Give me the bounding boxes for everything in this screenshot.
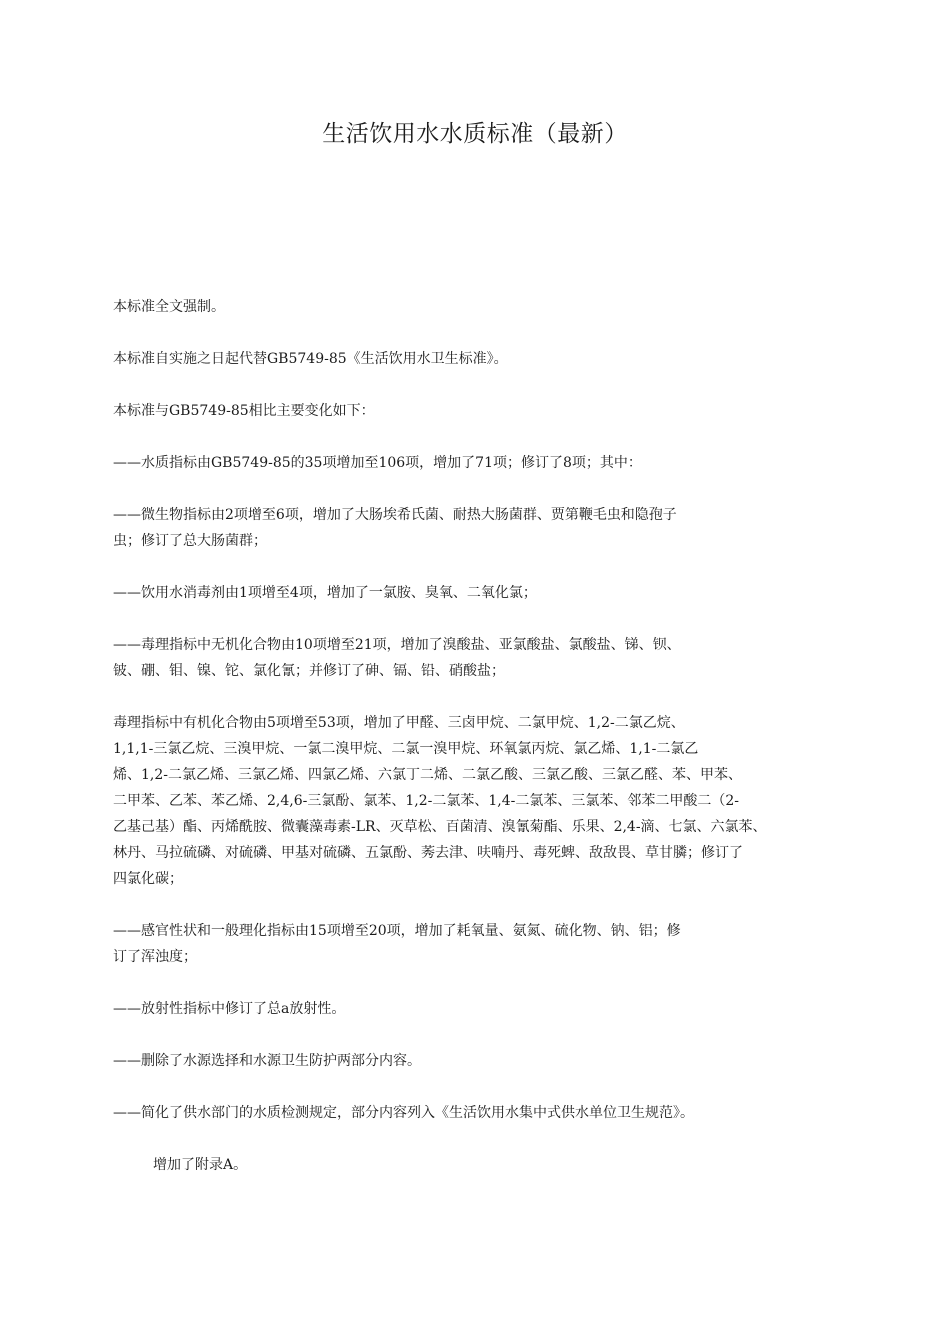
paragraph-line: ——微生物指标由2项增至6项，增加了大肠埃希氏菌、耐热大肠菌群、贾第鞭毛虫和隐孢子 bbox=[113, 507, 677, 523]
paragraph-line: 增加了附录A。 bbox=[153, 1157, 248, 1173]
paragraph-line: 二甲苯、乙苯、苯乙烯、2,4,6-三氯酚、氯苯、1,2-二氯苯、1,4-二氯苯、三氯苯、邻苯二甲酸二（2- bbox=[113, 793, 739, 809]
paragraph-line: ——饮用水消毒剂由1项增至4项，增加了一氯胺、臭氧、二氧化氯； bbox=[113, 585, 537, 601]
paragraph-line: 毒理指标中有机化合物由5项增至53项，增加了甲醛、三卤甲烷、二氯甲烷、1,2-二氯乙烷、 bbox=[113, 715, 685, 731]
paragraph-line: 1,1,1-三氯乙烷、三溴甲烷、一氯二溴甲烷、二氯一溴甲烷、环氧氯丙烷、氯乙烯、1,1-二氯乙 bbox=[113, 741, 699, 757]
paragraph-line: 本标准自实施之日起代替GB5749-85《生活饮用水卫生标准》。 bbox=[113, 351, 508, 367]
paragraph-12 bbox=[113, 1100, 853, 1126]
paragraph-9 bbox=[113, 918, 853, 970]
paragraph-line: ——删除了水源选择和水源卫生防护两部分内容。 bbox=[113, 1053, 421, 1069]
paragraph-4 bbox=[113, 450, 853, 476]
paragraph-7 bbox=[113, 632, 853, 684]
paragraph-line: 虫；修订了总大肠菌群； bbox=[113, 533, 267, 549]
paragraph-8 bbox=[113, 710, 853, 892]
paragraph-line: 本标准全文强制。 bbox=[113, 299, 225, 315]
paragraph-line: 四氯化碳； bbox=[113, 871, 183, 887]
paragraph-line: ——简化了供水部门的水质检测规定，部分内容列入《生活饮用水集中式供水单位卫生规范》。 bbox=[113, 1105, 694, 1121]
paragraph-line: 林丹、马拉硫磷、对硫磷、甲基对硫磷、五氯酚、莠去津、呋喃丹、毒死蜱、敌敌畏、草甘膦；修订了 bbox=[113, 845, 743, 861]
paragraph-line: 铍、硼、钼、镍、铊、氯化氰；并修订了砷、镉、铅、硝酸盐； bbox=[113, 663, 505, 679]
paragraph-13 bbox=[113, 1152, 853, 1178]
paragraph-2 bbox=[113, 346, 853, 372]
paragraph-6 bbox=[113, 580, 853, 606]
paragraph-line: ——水质指标由GB5749-85的35项增加至106项，增加了71项；修订了8项；其中： bbox=[113, 455, 642, 471]
document-body bbox=[113, 294, 853, 1204]
paragraph-10 bbox=[113, 996, 853, 1022]
paragraph-line: ——感官性状和一般理化指标由15项增至20项，增加了耗氧量、氨氮、硫化物、钠、铝；修 bbox=[113, 923, 681, 939]
paragraph-line: 乙基己基）酯、丙烯酰胺、微囊藻毒素-LR、灭草松、百菌清、溴氰菊酯、乐果、2,4-滴、七氯、六氯苯、 bbox=[113, 819, 767, 835]
paragraph-3 bbox=[113, 398, 853, 424]
paragraph-line: 订了浑浊度； bbox=[113, 949, 197, 965]
paragraph-1 bbox=[113, 294, 853, 320]
paragraph-5 bbox=[113, 502, 853, 554]
paragraph-line: ——毒理指标中无机化合物由10项增至21项，增加了溴酸盐、亚氯酸盐、氯酸盐、锑、钡、 bbox=[113, 637, 681, 653]
paragraph-11 bbox=[113, 1048, 853, 1074]
paragraph-line: ——放射性指标中修订了总a放射性。 bbox=[113, 1001, 346, 1017]
paragraph-line: 本标准与GB5749-85相比主要变化如下： bbox=[113, 403, 375, 419]
page-title: 生活饮用水水质标准（最新） bbox=[322, 121, 628, 147]
paragraph-line: 烯、1,2-二氯乙烯、三氯乙烯、四氯乙烯、六氯丁二烯、二氯乙酸、三氯乙酸、三氯乙醛、苯、甲苯、 bbox=[113, 767, 742, 783]
